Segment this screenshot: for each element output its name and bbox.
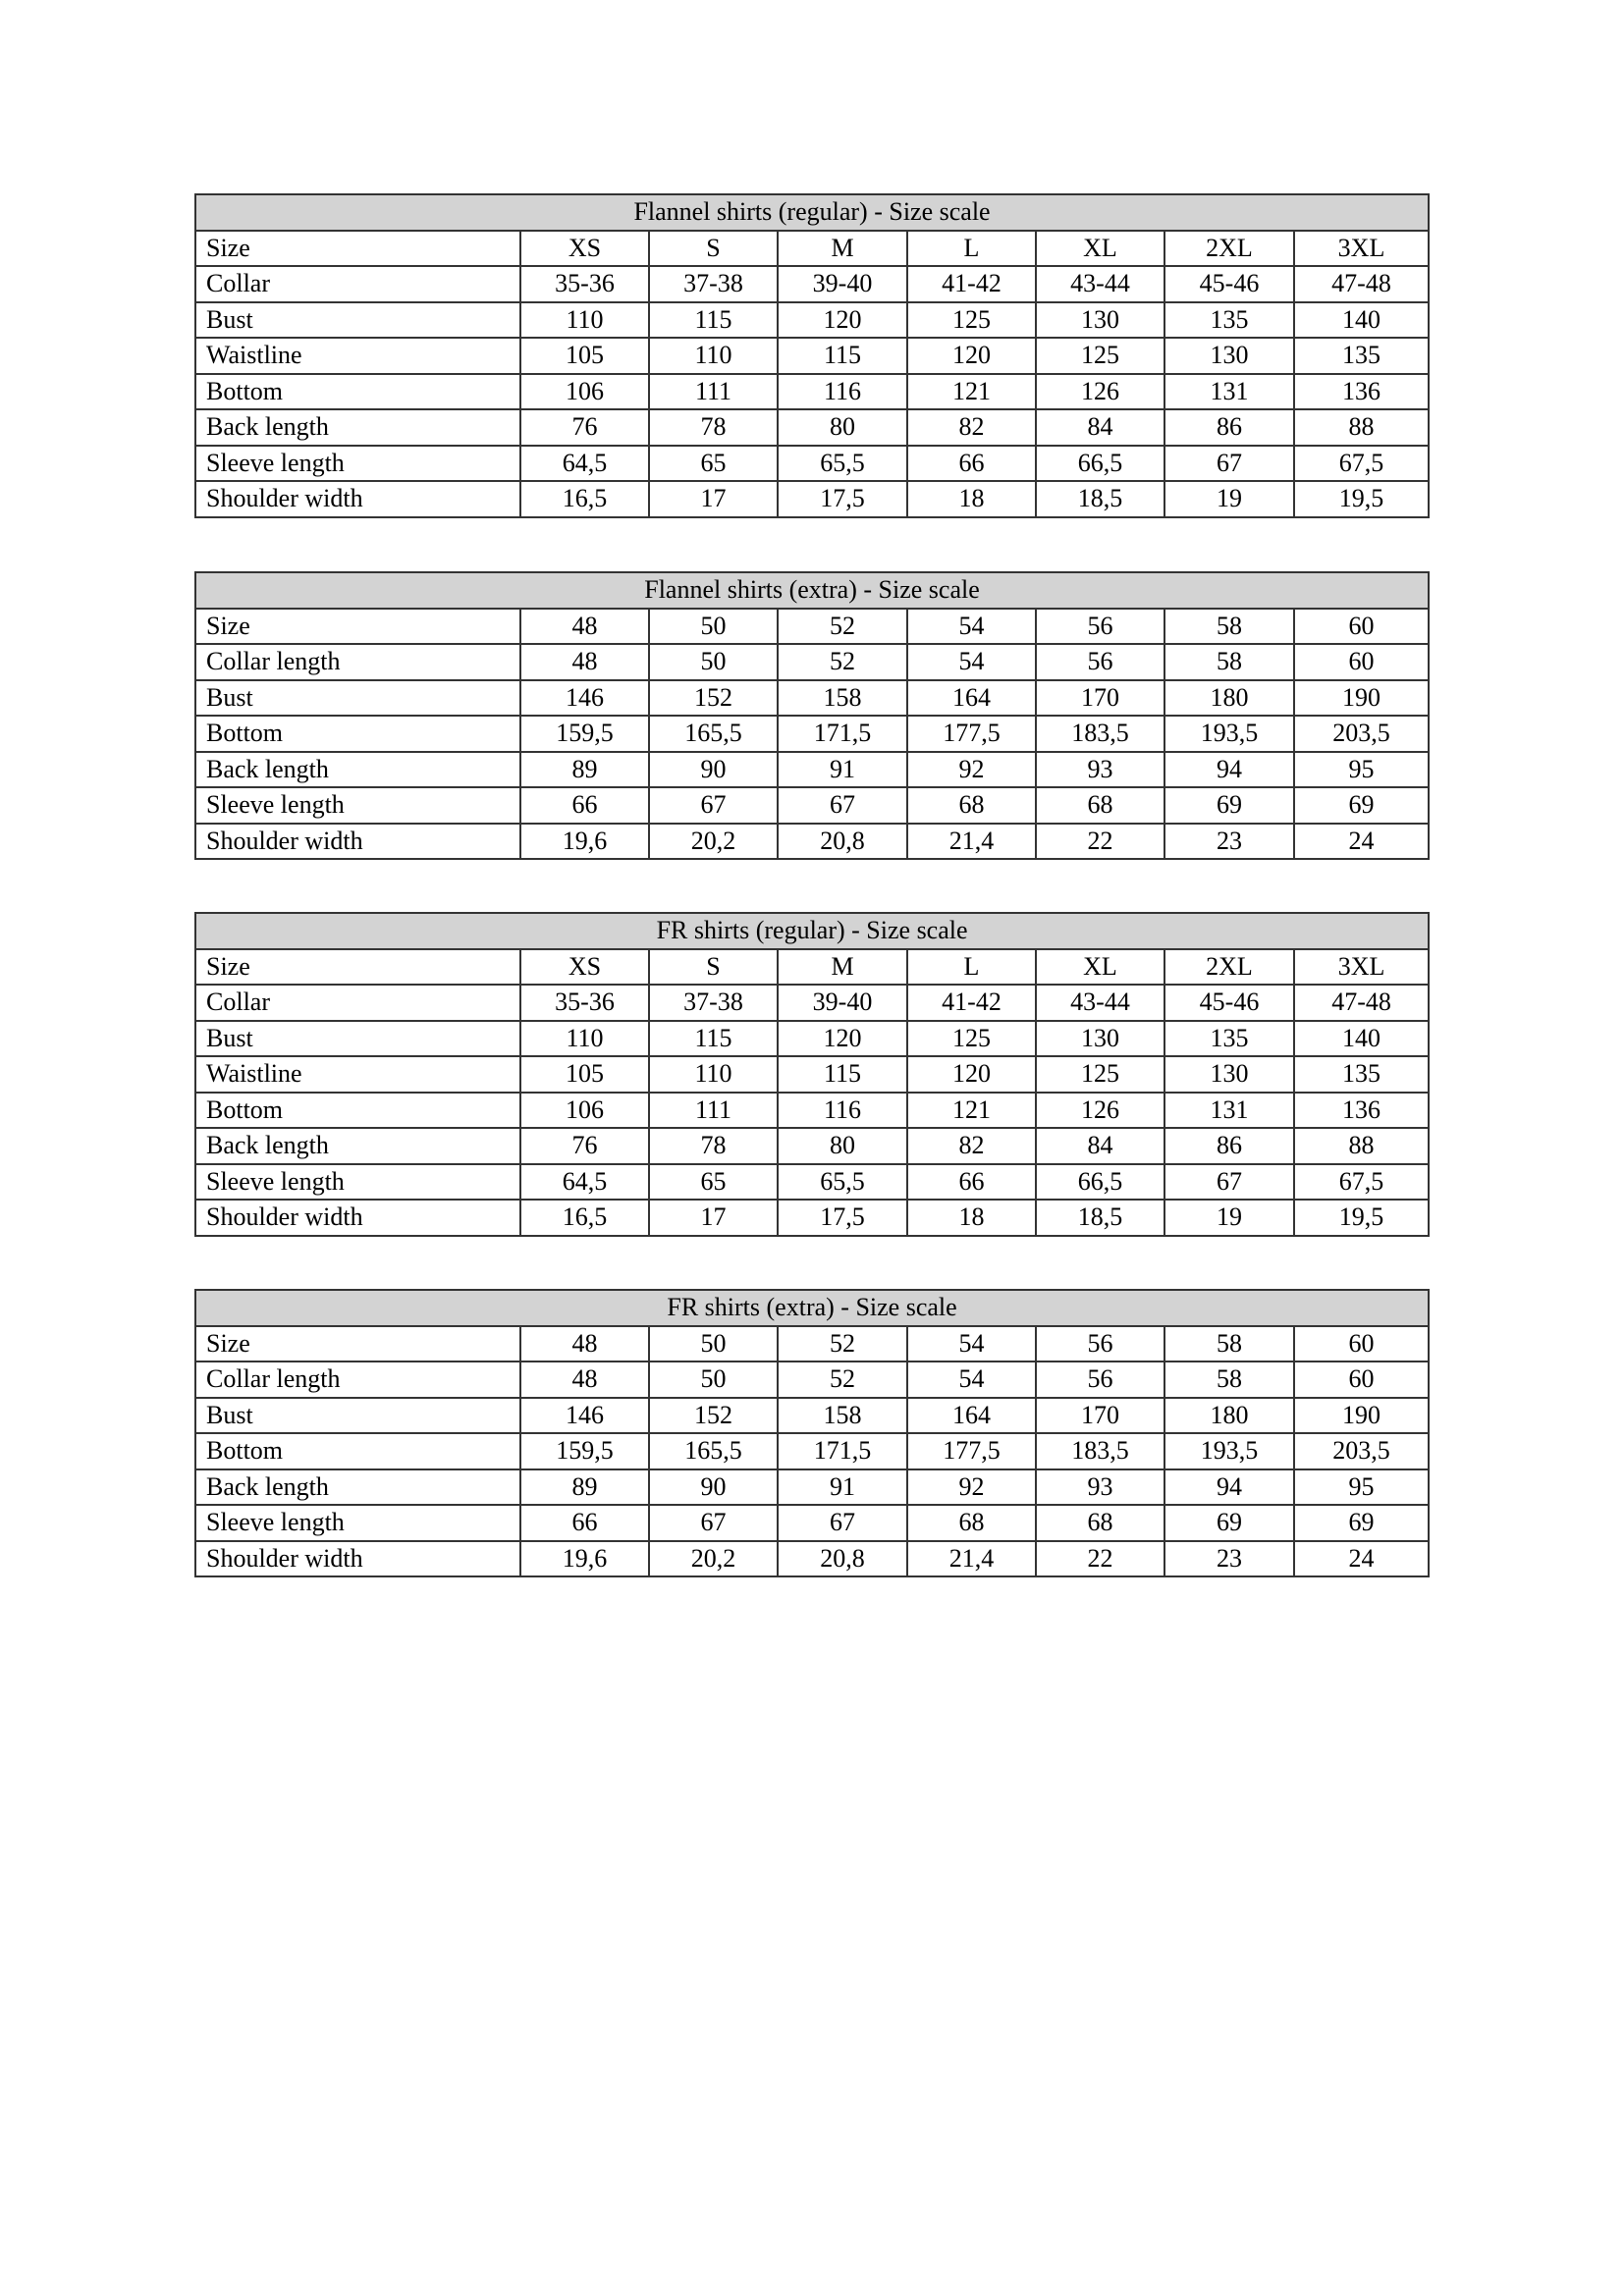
table-cell: 115 — [778, 1056, 907, 1093]
table-cell: 203,5 — [1294, 716, 1429, 752]
row-label: Size — [195, 609, 520, 645]
row-label: Sleeve length — [195, 1164, 520, 1201]
table-cell: 164 — [907, 1398, 1036, 1434]
table-cell: 35-36 — [520, 266, 649, 302]
table-cell: 95 — [1294, 752, 1429, 788]
table-cell: M — [778, 949, 907, 986]
table-cell: 135 — [1294, 1056, 1429, 1093]
table-cell: 65 — [649, 1164, 778, 1201]
row-label: Size — [195, 1326, 520, 1362]
row-label: Collar — [195, 985, 520, 1021]
row-label: Back length — [195, 1469, 520, 1506]
table-cell: 136 — [1294, 374, 1429, 410]
table-cell: 116 — [778, 374, 907, 410]
table-row — [195, 231, 1429, 267]
table-cell: 66 — [520, 787, 649, 824]
table-cell: 78 — [649, 409, 778, 446]
row-label: Bust — [195, 1398, 520, 1434]
table-cell: 3XL — [1294, 231, 1429, 267]
table-cell: 67 — [649, 787, 778, 824]
table-cell: 18,5 — [1036, 481, 1164, 517]
table-cell: 170 — [1036, 1398, 1164, 1434]
table-cell: 48 — [520, 609, 649, 645]
table-cell: 80 — [778, 409, 907, 446]
table-cell: 121 — [907, 374, 1036, 410]
table-cell: 50 — [649, 609, 778, 645]
table-cell: 17,5 — [778, 1200, 907, 1236]
table-cell: 22 — [1036, 1541, 1164, 1577]
row-label: Sleeve length — [195, 446, 520, 482]
table-cell: 68 — [1036, 1505, 1164, 1541]
table-cell: 89 — [520, 752, 649, 788]
table-cell: 67 — [649, 1505, 778, 1541]
size-scale-table — [194, 912, 1430, 1237]
table-row — [195, 1164, 1429, 1201]
table-cell: 177,5 — [907, 716, 1036, 752]
table-cell: 20,8 — [778, 1541, 907, 1577]
table-cell: 146 — [520, 1398, 649, 1434]
table-cell: 21,4 — [907, 824, 1036, 860]
table-cell: 76 — [520, 409, 649, 446]
table-cell: 68 — [1036, 787, 1164, 824]
table-cell: 41-42 — [907, 985, 1036, 1021]
table-cell: 115 — [778, 338, 907, 374]
table-cell: 121 — [907, 1093, 1036, 1129]
table-cell: 45-46 — [1164, 985, 1294, 1021]
table-cell: 159,5 — [520, 1433, 649, 1469]
table-title: FR shirts (regular) - Size scale — [195, 913, 1429, 949]
table-row — [195, 374, 1429, 410]
row-label: Collar length — [195, 644, 520, 680]
table-cell: 82 — [907, 409, 1036, 446]
row-label: Collar length — [195, 1362, 520, 1398]
table-cell: XS — [520, 231, 649, 267]
table-row — [195, 266, 1429, 302]
table-row — [195, 680, 1429, 717]
table-cell: 171,5 — [778, 716, 907, 752]
table-row — [195, 985, 1429, 1021]
row-label: Shoulder width — [195, 824, 520, 860]
table-cell: 159,5 — [520, 716, 649, 752]
table-row — [195, 824, 1429, 860]
table-cell: 60 — [1294, 644, 1429, 680]
row-label: Shoulder width — [195, 1200, 520, 1236]
table-cell: 110 — [520, 302, 649, 339]
table-cell: 130 — [1036, 1021, 1164, 1057]
table-cell: 19 — [1164, 1200, 1294, 1236]
table-cell: 183,5 — [1036, 1433, 1164, 1469]
table-cell: 21,4 — [907, 1541, 1036, 1577]
table-cell: 94 — [1164, 1469, 1294, 1506]
table-cell: 135 — [1294, 338, 1429, 374]
table-cell: 94 — [1164, 752, 1294, 788]
table-cell: 164 — [907, 680, 1036, 717]
table-cell: 35-36 — [520, 985, 649, 1021]
table-cell: 67,5 — [1294, 1164, 1429, 1201]
table-row — [195, 716, 1429, 752]
table-cell: 82 — [907, 1128, 1036, 1164]
table-cell: 171,5 — [778, 1433, 907, 1469]
table-cell: 106 — [520, 1093, 649, 1129]
table-row — [195, 481, 1429, 517]
table-cell: 84 — [1036, 1128, 1164, 1164]
row-label: Bottom — [195, 716, 520, 752]
table-cell: 135 — [1164, 1021, 1294, 1057]
table-cell: 152 — [649, 1398, 778, 1434]
table-cell: 69 — [1164, 1505, 1294, 1541]
table-cell: 65 — [649, 446, 778, 482]
table-cell: 58 — [1164, 609, 1294, 645]
table-cell: 17 — [649, 1200, 778, 1236]
table-cell: 165,5 — [649, 1433, 778, 1469]
table-cell: 54 — [907, 1362, 1036, 1398]
table-cell: 126 — [1036, 374, 1164, 410]
table-cell: 183,5 — [1036, 716, 1164, 752]
table-cell: 130 — [1164, 338, 1294, 374]
table-cell: 177,5 — [907, 1433, 1036, 1469]
row-label: Shoulder width — [195, 481, 520, 517]
table-cell: L — [907, 949, 1036, 986]
table-cell: 16,5 — [520, 1200, 649, 1236]
table-cell: 24 — [1294, 1541, 1429, 1577]
table-row — [195, 1056, 1429, 1093]
table-cell: M — [778, 231, 907, 267]
row-label: Bust — [195, 1021, 520, 1057]
table-cell: 125 — [1036, 338, 1164, 374]
row-label: Bottom — [195, 1093, 520, 1129]
table-cell: 54 — [907, 644, 1036, 680]
table-title: Flannel shirts (regular) - Size scale — [195, 194, 1429, 231]
table-cell: 18 — [907, 481, 1036, 517]
table-cell: 50 — [649, 1326, 778, 1362]
table-row — [195, 409, 1429, 446]
table-cell: 158 — [778, 1398, 907, 1434]
table-cell: 130 — [1036, 302, 1164, 339]
table-row — [195, 752, 1429, 788]
table-cell: 86 — [1164, 1128, 1294, 1164]
table-cell: 146 — [520, 680, 649, 717]
table-cell: 131 — [1164, 1093, 1294, 1129]
table-title-row — [195, 1290, 1429, 1326]
table-cell: 88 — [1294, 409, 1429, 446]
table-cell: 47-48 — [1294, 266, 1429, 302]
table-cell: 193,5 — [1164, 716, 1294, 752]
table-cell: 91 — [778, 752, 907, 788]
table-cell: XL — [1036, 949, 1164, 986]
table-cell: 131 — [1164, 374, 1294, 410]
row-label: Waistline — [195, 338, 520, 374]
table-cell: 105 — [520, 1056, 649, 1093]
size-scale-table — [194, 193, 1430, 518]
table-cell: 110 — [649, 338, 778, 374]
table-row — [195, 644, 1429, 680]
table-cell: 66 — [907, 1164, 1036, 1201]
table-cell: 60 — [1294, 609, 1429, 645]
table-cell: S — [649, 949, 778, 986]
size-scale-table — [194, 1289, 1430, 1577]
table-cell: 65,5 — [778, 446, 907, 482]
table-cell: 110 — [520, 1021, 649, 1057]
table-row — [195, 787, 1429, 824]
table-cell: 93 — [1036, 1469, 1164, 1506]
table-row — [195, 1362, 1429, 1398]
table-cell: 95 — [1294, 1469, 1429, 1506]
table-cell: 152 — [649, 680, 778, 717]
table-cell: 66 — [907, 446, 1036, 482]
table-cell: 2XL — [1164, 949, 1294, 986]
table-cell: 115 — [649, 1021, 778, 1057]
table-cell: 135 — [1164, 302, 1294, 339]
table-cell: 111 — [649, 374, 778, 410]
table-cell: 67 — [778, 1505, 907, 1541]
table-row — [195, 1200, 1429, 1236]
table-cell: 170 — [1036, 680, 1164, 717]
table-cell: 67,5 — [1294, 446, 1429, 482]
table-cell: 111 — [649, 1093, 778, 1129]
table-row — [195, 338, 1429, 374]
table-cell: 68 — [907, 1505, 1036, 1541]
table-title: Flannel shirts (extra) - Size scale — [195, 572, 1429, 609]
row-label: Size — [195, 231, 520, 267]
table-cell: 140 — [1294, 302, 1429, 339]
table-row — [195, 1021, 1429, 1057]
table-cell: 140 — [1294, 1021, 1429, 1057]
table-cell: 115 — [649, 302, 778, 339]
row-label: Sleeve length — [195, 1505, 520, 1541]
table-cell: 52 — [778, 609, 907, 645]
table-cell: 69 — [1164, 787, 1294, 824]
table-row — [195, 302, 1429, 339]
size-scale-table — [194, 571, 1430, 860]
row-label: Bottom — [195, 1433, 520, 1469]
table-cell: 2XL — [1164, 231, 1294, 267]
row-label: Collar — [195, 266, 520, 302]
table-cell: 120 — [778, 1021, 907, 1057]
table-cell: 47-48 — [1294, 985, 1429, 1021]
table-cell: 54 — [907, 1326, 1036, 1362]
table-cell: 19,5 — [1294, 481, 1429, 517]
table-title-row — [195, 572, 1429, 609]
table-cell: 39-40 — [778, 985, 907, 1021]
table-cell: XL — [1036, 231, 1164, 267]
table-row — [195, 446, 1429, 482]
table-cell: 136 — [1294, 1093, 1429, 1129]
table-cell: 23 — [1164, 824, 1294, 860]
table-cell: 41-42 — [907, 266, 1036, 302]
table-cell: 3XL — [1294, 949, 1429, 986]
table-cell: 20,8 — [778, 824, 907, 860]
table-cell: 67 — [1164, 1164, 1294, 1201]
table-cell: 110 — [649, 1056, 778, 1093]
table-cell: 92 — [907, 752, 1036, 788]
table-row — [195, 1093, 1429, 1129]
table-cell: S — [649, 231, 778, 267]
table-cell: 120 — [907, 1056, 1036, 1093]
table-cell: 66,5 — [1036, 446, 1164, 482]
table-cell: 64,5 — [520, 1164, 649, 1201]
table-row — [195, 1469, 1429, 1506]
table-cell: 130 — [1164, 1056, 1294, 1093]
table-cell: 66,5 — [1036, 1164, 1164, 1201]
table-row — [195, 1398, 1429, 1434]
table-cell: 56 — [1036, 1362, 1164, 1398]
table-cell: 69 — [1294, 1505, 1429, 1541]
row-label: Shoulder width — [195, 1541, 520, 1577]
table-cell: 86 — [1164, 409, 1294, 446]
table-cell: 105 — [520, 338, 649, 374]
table-row — [195, 949, 1429, 986]
table-cell: 45-46 — [1164, 266, 1294, 302]
table-cell: 180 — [1164, 1398, 1294, 1434]
table-cell: 93 — [1036, 752, 1164, 788]
row-label: Size — [195, 949, 520, 986]
row-label: Bust — [195, 302, 520, 339]
table-cell: 126 — [1036, 1093, 1164, 1129]
table-cell: 125 — [907, 1021, 1036, 1057]
table-cell: 37-38 — [649, 985, 778, 1021]
table-cell: 190 — [1294, 680, 1429, 717]
table-cell: 78 — [649, 1128, 778, 1164]
table-cell: 58 — [1164, 1362, 1294, 1398]
table-cell: 22 — [1036, 824, 1164, 860]
table-cell: 84 — [1036, 409, 1164, 446]
table-cell: 23 — [1164, 1541, 1294, 1577]
table-row — [195, 1433, 1429, 1469]
table-cell: 58 — [1164, 1326, 1294, 1362]
table-cell: 19,6 — [520, 824, 649, 860]
table-cell: 158 — [778, 680, 907, 717]
table-cell: 65,5 — [778, 1164, 907, 1201]
table-cell: 48 — [520, 1362, 649, 1398]
table-cell: 190 — [1294, 1398, 1429, 1434]
table-cell: 50 — [649, 1362, 778, 1398]
table-cell: 69 — [1294, 787, 1429, 824]
table-cell: L — [907, 231, 1036, 267]
table-cell: 90 — [649, 752, 778, 788]
table-title-row — [195, 194, 1429, 231]
table-cell: 17,5 — [778, 481, 907, 517]
row-label: Sleeve length — [195, 787, 520, 824]
table-cell: 56 — [1036, 609, 1164, 645]
table-cell: 91 — [778, 1469, 907, 1506]
table-cell: 120 — [778, 302, 907, 339]
table-cell: 37-38 — [649, 266, 778, 302]
table-cell: 68 — [907, 787, 1036, 824]
table-cell: 89 — [520, 1469, 649, 1506]
table-cell: 125 — [1036, 1056, 1164, 1093]
table-cell: 54 — [907, 609, 1036, 645]
table-row — [195, 1128, 1429, 1164]
table-cell: 19 — [1164, 481, 1294, 517]
table-cell: 80 — [778, 1128, 907, 1164]
table-cell: 60 — [1294, 1326, 1429, 1362]
table-title-row — [195, 913, 1429, 949]
table-cell: 52 — [778, 644, 907, 680]
table-cell: 125 — [907, 302, 1036, 339]
table-row — [195, 1326, 1429, 1362]
table-cell: 16,5 — [520, 481, 649, 517]
table-cell: 19,6 — [520, 1541, 649, 1577]
row-label: Back length — [195, 409, 520, 446]
table-cell: 24 — [1294, 824, 1429, 860]
table-cell: 56 — [1036, 644, 1164, 680]
table-cell: 67 — [1164, 446, 1294, 482]
table-cell: 43-44 — [1036, 985, 1164, 1021]
row-label: Back length — [195, 1128, 520, 1164]
table-cell: 52 — [778, 1326, 907, 1362]
row-label: Bottom — [195, 374, 520, 410]
table-cell: 43-44 — [1036, 266, 1164, 302]
table-row — [195, 609, 1429, 645]
table-cell: 50 — [649, 644, 778, 680]
table-cell: 165,5 — [649, 716, 778, 752]
table-cell: 76 — [520, 1128, 649, 1164]
table-cell: 20,2 — [649, 1541, 778, 1577]
table-cell: 90 — [649, 1469, 778, 1506]
table-cell: 64,5 — [520, 446, 649, 482]
table-cell: 19,5 — [1294, 1200, 1429, 1236]
table-row — [195, 1541, 1429, 1577]
row-label: Back length — [195, 752, 520, 788]
table-title: FR shirts (extra) - Size scale — [195, 1290, 1429, 1326]
table-cell: 60 — [1294, 1362, 1429, 1398]
table-cell: 48 — [520, 644, 649, 680]
row-label: Waistline — [195, 1056, 520, 1093]
table-cell: 120 — [907, 338, 1036, 374]
table-cell: 48 — [520, 1326, 649, 1362]
table-cell: 92 — [907, 1469, 1036, 1506]
table-cell: 180 — [1164, 680, 1294, 717]
row-label: Bust — [195, 680, 520, 717]
table-row — [195, 1505, 1429, 1541]
table-cell: 58 — [1164, 644, 1294, 680]
table-cell: 20,2 — [649, 824, 778, 860]
table-cell: 18 — [907, 1200, 1036, 1236]
table-cell: 52 — [778, 1362, 907, 1398]
table-cell: 67 — [778, 787, 907, 824]
table-cell: 39-40 — [778, 266, 907, 302]
table-cell: XS — [520, 949, 649, 986]
table-cell: 106 — [520, 374, 649, 410]
table-cell: 116 — [778, 1093, 907, 1129]
table-cell: 203,5 — [1294, 1433, 1429, 1469]
table-cell: 66 — [520, 1505, 649, 1541]
table-cell: 193,5 — [1164, 1433, 1294, 1469]
table-cell: 88 — [1294, 1128, 1429, 1164]
table-cell: 18,5 — [1036, 1200, 1164, 1236]
table-cell: 17 — [649, 481, 778, 517]
table-cell: 56 — [1036, 1326, 1164, 1362]
